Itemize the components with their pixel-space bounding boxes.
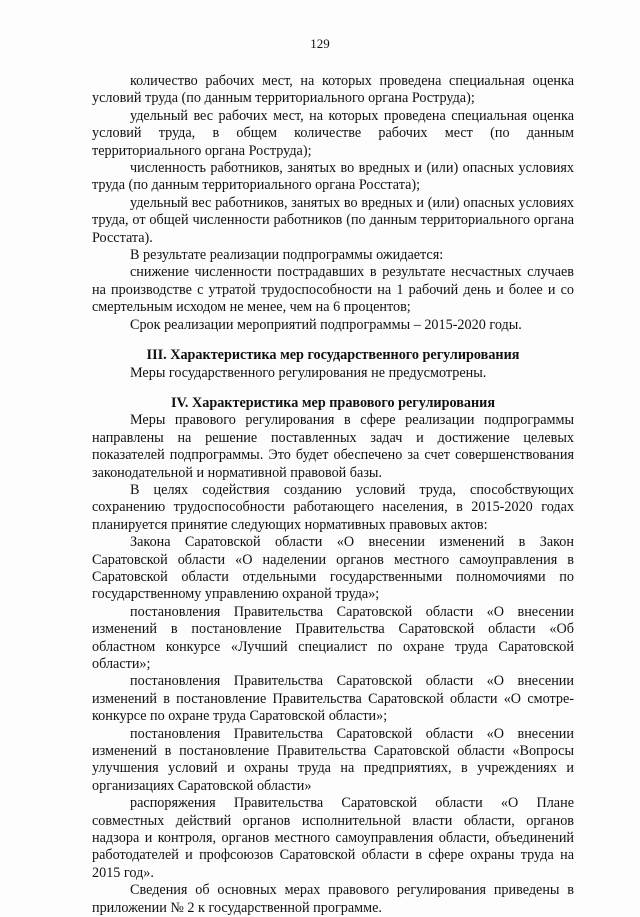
paragraph: В целях содействия созданию условий труда, способствующих сохранению трудоспособности работающего населения, в 2015-2020 годах планируется принятие следующих нормативных правовых актов:	[92, 481, 574, 533]
paragraph: распоряжения Правительства Саратовской области «О Плане совместных действий органов исполнительной власти области, органов надзора и контроля, органов местного самоуправления области, объединений работодателей и профсоюзов Саратовской области в сфере охраны труда на 2015 год».	[92, 795, 574, 881]
paragraph: снижение численности пострадавших в результате несчастных случаев на производстве с утратой трудоспособности на 1 рабочий день и более и со смертельным исходом не менее, чем на 6 процентов;	[92, 264, 574, 316]
paragraph: постановления Правительства Саратовской области «О внесении изменений в постановление Правительства Саратовской области «Об областном конкурсе «Лучший специалист по охране труда Саратовской области»;	[92, 603, 574, 672]
page-number: 129	[310, 36, 330, 51]
paragraph: постановления Правительства Саратовской области «О внесении изменений в постановление Правительства Саратовской области «О смотре-конкурсе по охране труда Саратовской области»;	[92, 673, 574, 725]
paragraph: удельный вес работников, занятых во вредных и (или) опасных условиях труда, от общей численности работников (по данным территориального органа Росстата).	[92, 194, 574, 246]
paragraph: Закона Саратовской области «О внесении изменений в Закон Саратовской области «О наделении органов местного самоуправления в Саратовской области отдельными государственными полномочиями по государственному управлению охраной труда»;	[92, 534, 574, 603]
paragraph: Сведения об основных мерах правового регулирования приведены в приложении № 2 к государственной программе.	[92, 882, 574, 916]
paragraph: удельный вес рабочих мест, на которых проведена специальная оценка условий труда, в общем количестве рабочих мест (по данным территориального органа Роструда);	[92, 107, 574, 159]
paragraph: численность работников, занятых во вредных и (или) опасных условиях труда (по данным территориального органа Росстата);	[92, 160, 574, 194]
section-3-text: Меры государственного регулирования не предусмотрены.	[130, 364, 487, 381]
paragraph: Меры правового регулирования в сфере реализации подпрограммы направлены на решение поставленных задач и достижение целевых показателей подпрограммы. Это будет обеспечено за счет совершенствования законодательной и нормативной правовой базы.	[92, 412, 574, 481]
paragraph: Срок реализации мероприятий подпрограммы – 2015-2020 годы.	[130, 316, 522, 333]
section-4-heading: IV. Характеристика мер правового регулирования	[170, 394, 496, 411]
paragraph: количество рабочих мест, на которых проведена специальная оценка условий труда (по данным территориального органа Роструда);	[92, 73, 574, 107]
section-3-heading: III. Характеристика мер государственного регулирования	[146, 347, 520, 364]
page-body	[92, 73, 574, 917]
paragraph: В результате реализации подпрограммы ожидается:	[130, 247, 444, 264]
paragraph: постановления Правительства Саратовской области «О внесении изменений в постановление Правительства Саратовской области «Вопросы улучшения условий и охраны труда на предприятиях, в учреждениях и организациях Саратовской области»	[92, 725, 574, 794]
